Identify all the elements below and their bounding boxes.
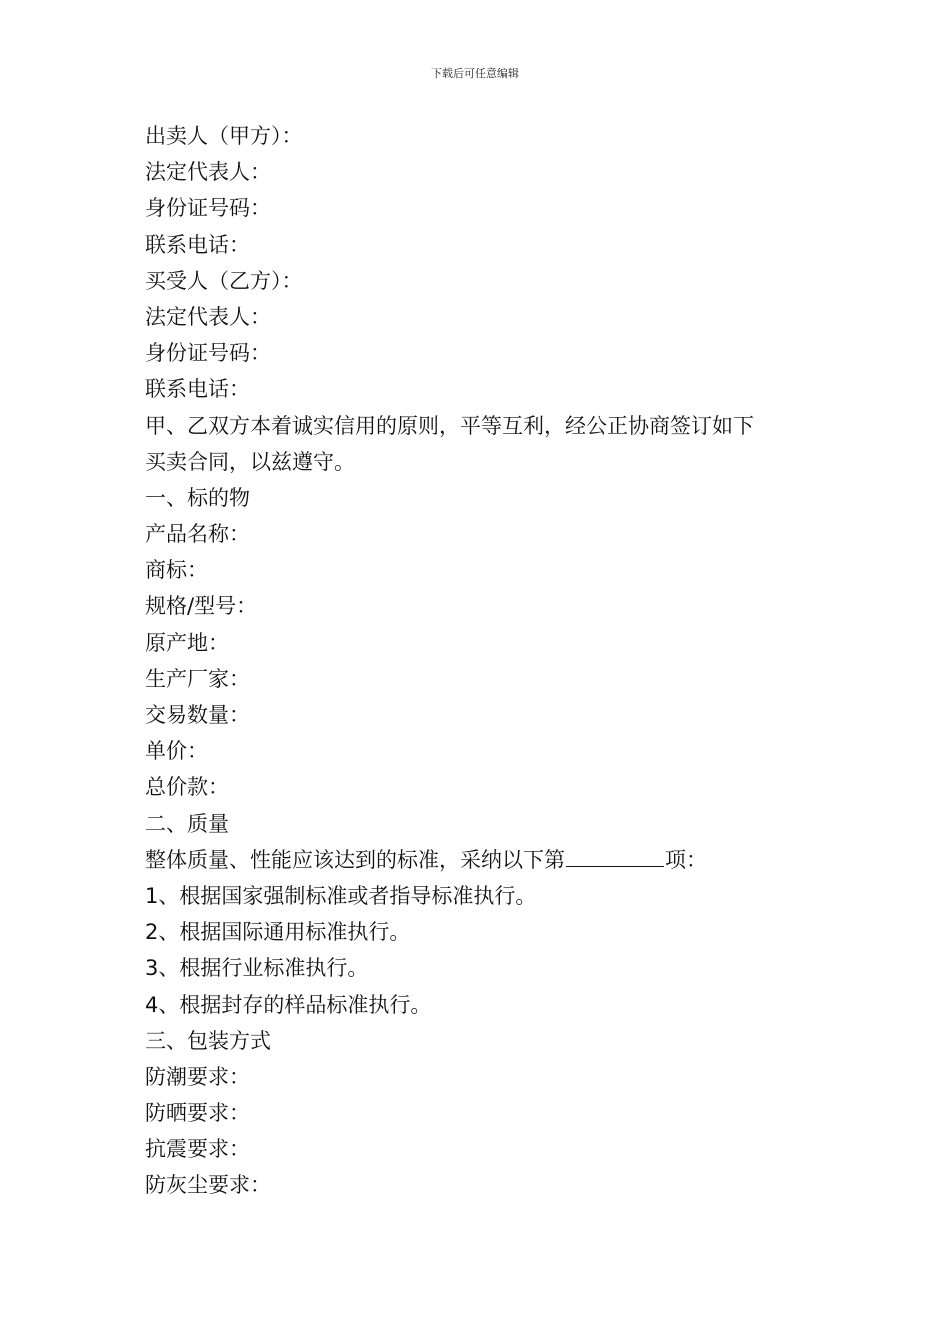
dustproof-label: 防灰尘要求： xyxy=(145,1173,271,1198)
section-heading-subject: 一、标的物 xyxy=(145,485,250,510)
origin-label: 原产地： xyxy=(145,630,229,655)
trademark-label: 商标： xyxy=(145,558,208,583)
shockproof-label: 抗震要求： xyxy=(145,1137,250,1162)
quantity-label: 交易数量： xyxy=(145,703,250,727)
seller-id-number-label: 身份证号码： xyxy=(145,196,271,221)
preamble-line-1: 甲、乙双方本着诚实信用的原则，平等互利，经公正协商签订如下 xyxy=(145,413,754,438)
quality-option-1: 1、根据国家强制标准或者指导标准执行。 xyxy=(145,883,537,908)
quality-option-2: 2、根据国际通用标准执行。 xyxy=(145,920,411,945)
quality-clause-suffix: 项： xyxy=(665,847,707,872)
quality-option-3: 3、根据行业标准执行。 xyxy=(145,956,369,981)
preamble-line-2: 买卖合同，以兹遵守。 xyxy=(145,449,355,474)
product-name-label: 产品名称： xyxy=(145,522,250,547)
document-body xyxy=(145,118,815,1204)
seller-label: 出卖人（甲方）： xyxy=(145,124,303,148)
seller-phone-label: 联系电话： xyxy=(145,232,250,257)
quality-clause-text: 整体质量、性能应该达到的标准，采纳以下第 xyxy=(145,847,565,872)
section-heading-packaging: 三、包装方式 xyxy=(145,1028,271,1053)
quality-option-4: 4、根据封存的样品标准执行。 xyxy=(145,992,432,1017)
manufacturer-label: 生产厂家： xyxy=(145,666,250,691)
moisture-proof-label: 防潮要求： xyxy=(145,1064,250,1089)
buyer-id-number-label: 身份证号码： xyxy=(145,341,271,366)
total-price-label: 总价款： xyxy=(145,775,229,800)
section-heading-quality: 二、质量 xyxy=(145,811,229,836)
fill-in-blank xyxy=(566,846,664,867)
buyer-legal-rep-label: 法定代表人： xyxy=(145,304,271,329)
page-header: 下载后可任意编辑 xyxy=(431,67,519,80)
model-label: 规格/型号： xyxy=(145,594,258,619)
quality-clause xyxy=(145,842,815,878)
buyer-phone-label: 联系电话： xyxy=(145,377,250,402)
unit-price-label: 单价： xyxy=(145,739,208,764)
buyer-label: 买受人（乙方）： xyxy=(145,268,303,293)
seller-legal-rep-label: 法定代表人： xyxy=(145,160,271,185)
sun-proof-label: 防晒要求： xyxy=(145,1101,250,1126)
